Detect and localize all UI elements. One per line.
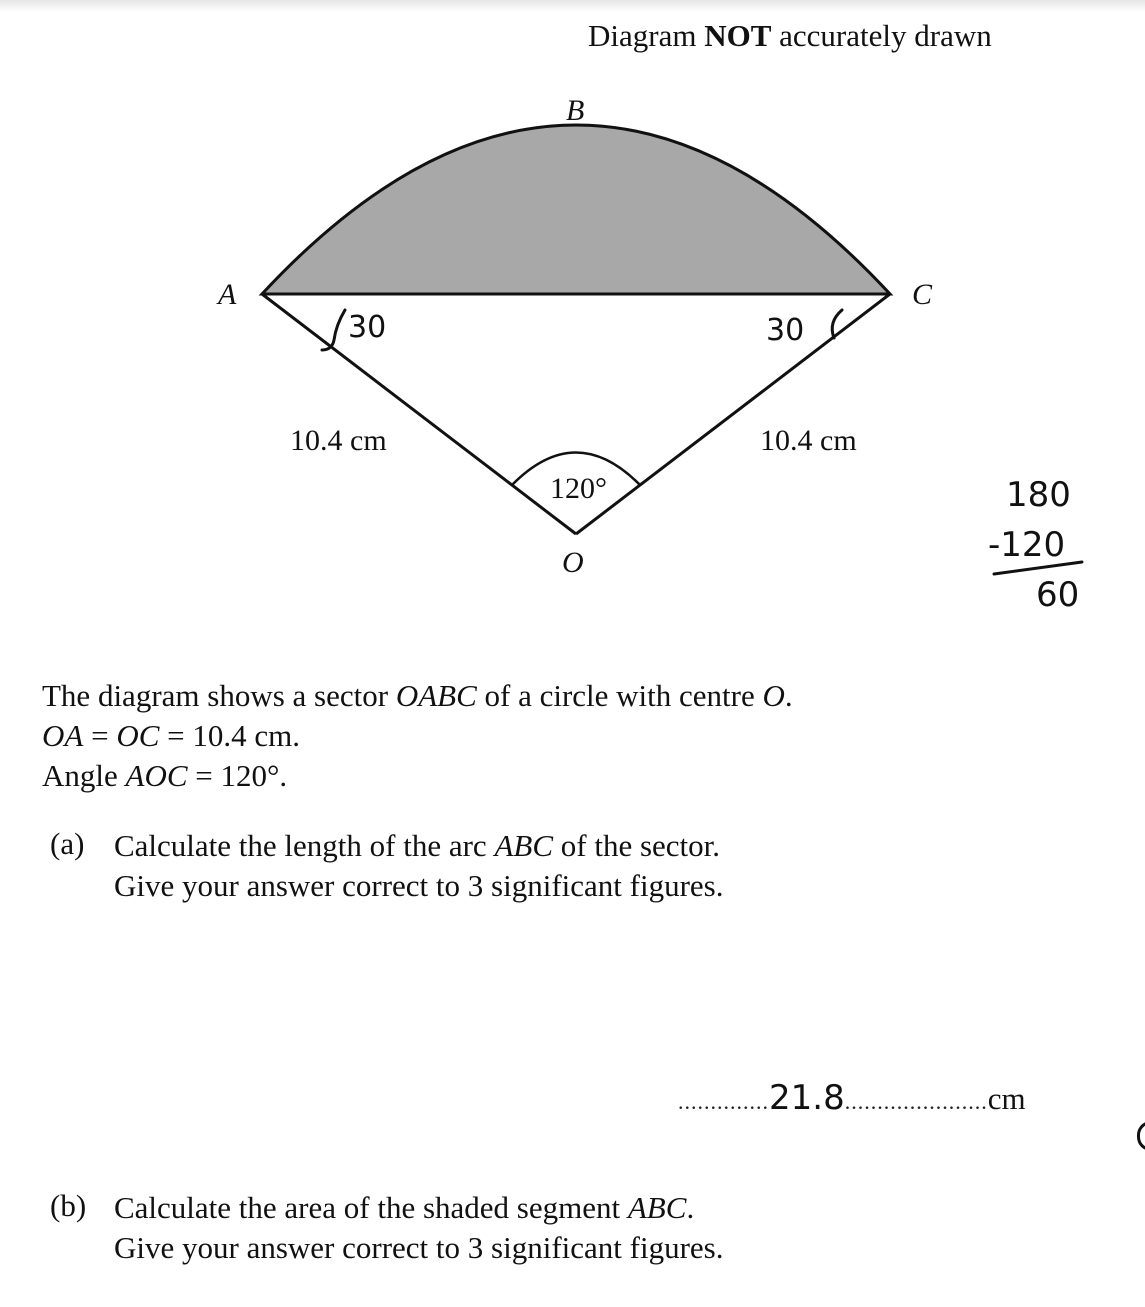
note-prefix: Diagram [588,18,697,53]
part-b-line1-abc: ABC [627,1190,687,1225]
radius-oc [576,294,890,534]
part-b-line1-pre: Calculate the area of the shaded segment [114,1190,628,1225]
part-a-line-1 [114,826,720,866]
radius-oa [262,294,576,534]
handwritten-angle-a: 30 [348,310,387,345]
intro-line-2 [42,716,300,756]
label-c: C [912,278,933,311]
angle-o-label: 120° [550,472,607,505]
label-b: B [566,94,585,127]
note-suffix: accurately drawn [779,18,992,53]
label-a: A [218,278,237,311]
intro-1-pre: The diagram shows a sector [42,678,396,713]
sector-diagram [0,0,1145,640]
note-bold: NOT [704,18,772,53]
part-a-label: (a) [50,826,85,861]
intro-1-mid: of a circle with centre [476,678,763,713]
part-a-line1-abc: ABC [494,828,554,863]
edge-bracket-mark [1137,1121,1145,1151]
label-o: O [562,546,584,579]
handwritten-angle-c: 30 [766,313,805,348]
intro-2-oa: OA [42,718,84,753]
intro-2-oc: OC [116,718,160,753]
answer-unit: cm [987,1081,1026,1116]
handwritten-calc-2: -120 [988,525,1066,565]
side-right-label: 10.4 cm [760,424,857,457]
handwritten-calc-3: 60 [1036,575,1080,615]
part-b-label: (b) [50,1188,87,1223]
side-left-label: 10.4 cm [290,424,387,457]
intro-3-pre: Angle [42,758,126,793]
answer-line-a [678,1078,1026,1118]
intro-3-aoc: AOC [125,758,188,793]
part-a-line-2: Give your answer correct to 3 significant figures. [114,868,724,903]
part-b-line-1 [114,1188,694,1228]
answer-dots-right: ...................... [844,1089,988,1114]
intro-line-1 [42,676,793,716]
intro-2-eq2: = 10.4 cm. [159,718,300,753]
intro-1-end: . [784,678,793,713]
part-a-line1-pre: Calculate the length of the arc [114,828,495,863]
answer-a-handwritten[interactable]: 21.8 [769,1078,845,1118]
intro-3-end: = 120°. [187,758,288,793]
intro-2-eq1: = [83,718,117,753]
handwritten-calc-1: 180 [1006,475,1071,515]
intro-1-name: OABC [395,678,477,713]
part-a-line1-end: of the sector. [553,828,721,863]
intro-1-centre: O [762,678,785,713]
intro-line-3 [42,756,287,796]
part-b-line1-end: . [686,1190,695,1225]
part-b-line-2: Give your answer correct to 3 significant figures. [114,1230,724,1265]
answer-dots-left: .............. [678,1089,769,1114]
shaded-segment [262,125,890,294]
